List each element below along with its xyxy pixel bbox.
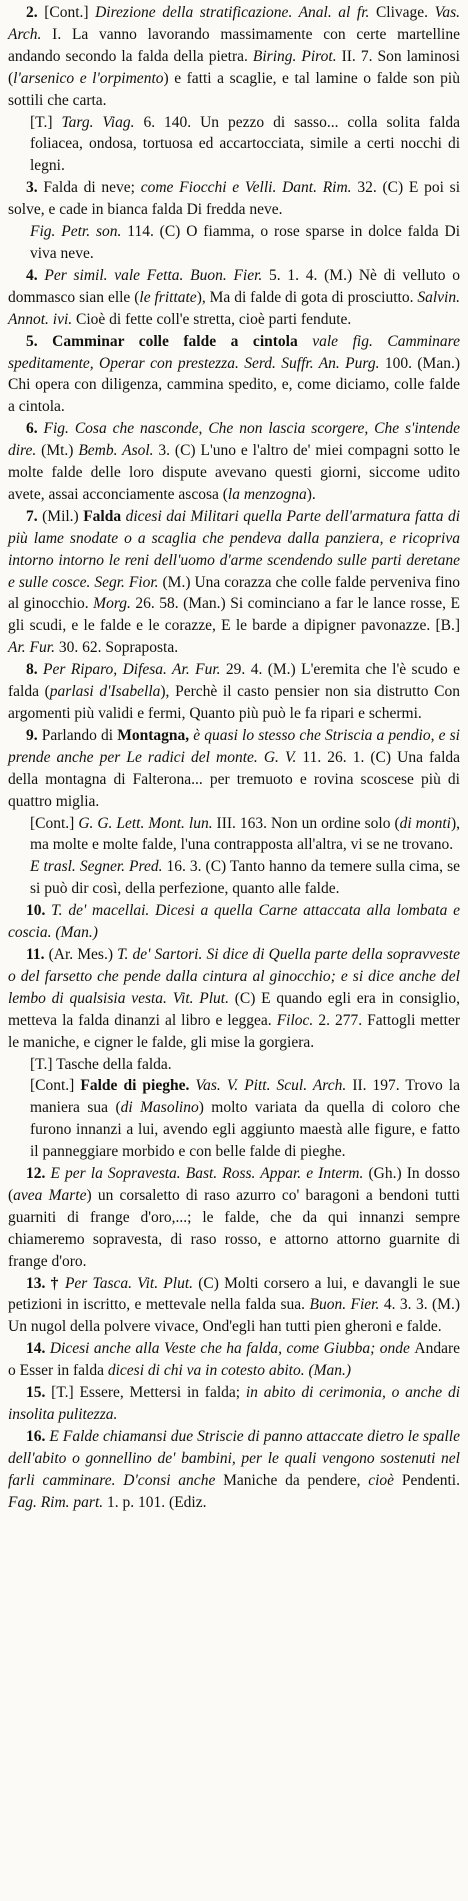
text-run: 29. 4. (M.) L'eremita che l'è scudo e falda ( xyxy=(8,661,460,701)
text-run: (Gh.) In dosso ( xyxy=(8,1165,461,1204)
text-run: come Fiocchi e Velli. Dant. Rim. xyxy=(140,179,358,197)
entry-paragraph xyxy=(8,506,460,659)
text-run: le frittate xyxy=(139,288,197,306)
text-run: Fag. Rim. part. xyxy=(8,1493,108,1511)
text-run: Falde di pieghe. xyxy=(80,1077,196,1095)
text-run: Fig. Petr. son. xyxy=(30,223,128,241)
text-run: Buon. Fier. xyxy=(309,1296,384,1314)
text-run: Fig. Cosa che nasconde, Che non lascia scorgere, Che s'intende dire. xyxy=(8,420,460,460)
entry-paragraph xyxy=(30,1075,460,1163)
text-run: ) un corsaletto di raso azurro co' baragoni a bendoni tutti guarniti di frange d'oro,...; le falde, che da qui innanzi sempre chiameremo sopravesta, di raso rosso, e attorno attorno guarnite di frange d'oro. xyxy=(8,1186,460,1270)
entry-paragraph xyxy=(8,900,460,944)
text-run: 10. xyxy=(26,902,52,920)
text-run: II. 197. Trovo la maniera sua ( xyxy=(30,1077,460,1117)
text-run: 114. (C) O fiamma, o rose sparse in dolce falda Di viva neve. xyxy=(30,223,460,262)
entry-paragraph xyxy=(8,944,460,1054)
text-run: cioè xyxy=(368,1471,402,1489)
text-run: Pendenti. xyxy=(401,1471,460,1489)
text-run: Per Tasca. Vit. Plut. xyxy=(64,1274,199,1292)
entry-paragraph xyxy=(8,418,460,506)
text-run: (M.) Una corazza che colle falde perveniva fino al ginocchio. xyxy=(8,573,461,613)
text-run: [T.] Tasche della falda. xyxy=(30,1055,172,1073)
entry-paragraph xyxy=(8,1426,460,1514)
text-run: Morg. xyxy=(93,595,136,613)
text-run: è quasi lo stesso che Striscia a pendio, e si prende anche per Le radici del monte. G. V. xyxy=(8,726,460,766)
text-run: Vas. Arch. xyxy=(8,4,461,43)
text-run: ). xyxy=(306,485,316,503)
text-run: 2. 277. Fattogli metter le maniche, e cigner le falde, gli mise la gorgiera. xyxy=(8,1011,460,1051)
entry-paragraph xyxy=(8,659,460,725)
text-run: E trasl. Segner. Pred. xyxy=(30,858,167,876)
text-run: ), ma molte e molte falde, l'una contrapposta all'altra, vi se ne trovano. xyxy=(30,814,460,854)
text-run: G. G. Lett. Mont. lun. xyxy=(78,814,217,832)
text-run: Filoc. xyxy=(276,1011,319,1029)
entry-paragraph xyxy=(8,331,460,419)
text-run: 100. (Man.) Chi opera con diligenza, cammina spedito, e, come diciamo, colle falde a cintola. xyxy=(8,354,460,416)
entry-paragraph xyxy=(8,725,460,813)
entry-paragraph xyxy=(8,1338,460,1382)
text-run: II. 7. Son laminosi ( xyxy=(8,47,460,87)
entry-paragraph xyxy=(30,112,460,178)
text-run: [T.] xyxy=(30,113,62,131)
text-run: Montagna, xyxy=(117,726,194,744)
text-run: Targ. Viag. xyxy=(61,113,144,131)
text-run: 26. 58. (Man.) Si cominciano a far le lance rosse, E gli scudi, e le falde e le corazze, E le barde a dipigner pavonazze. [B.] xyxy=(8,595,460,635)
text-run: [T.] Essere, Mettersi in falda; xyxy=(51,1384,246,1402)
text-run: 16. xyxy=(26,1427,50,1445)
text-run: ), Ma di falde di gota di prosciutto. xyxy=(196,288,418,306)
text-run: Dicesi anche alla Veste che ha falda, come Giubba; onde xyxy=(49,1340,415,1358)
text-run: T. de' Sartori. Si dice di Quella parte della sopravveste o del farsetto che pende dalla cintura al ginocchio; e si dice anche del lembo di qualsisia vesta. Vit. Plut. xyxy=(8,945,460,1007)
text-run: 30. 62. Sopraposta. xyxy=(58,639,179,657)
text-run: ) e fatti a scaglie, e tal lamine o falde son più sottili che carta. xyxy=(8,69,460,109)
text-run: Maniche da pendere, xyxy=(223,1471,369,1489)
entry-paragraph xyxy=(30,856,460,900)
text-run: 3. xyxy=(26,179,44,197)
text-run: la menzogna xyxy=(227,485,307,503)
text-run: Ar. Fur. xyxy=(8,639,59,657)
text-run: 15. xyxy=(26,1384,52,1402)
text-run: 7. xyxy=(26,507,43,525)
text-run: Falda xyxy=(83,507,126,525)
entry-paragraph xyxy=(8,1382,460,1426)
text-run: I. La vanno lavorando massimamente con certe martelline andando secondo la falda della pietra. xyxy=(8,25,460,65)
text-run: Falda di neve; xyxy=(43,179,141,197)
text-run: [Cont.] xyxy=(30,1077,81,1095)
text-run: Direzione della stratificazione. Anal. al fr. xyxy=(95,4,376,21)
text-run: E per la Sopravesta. Bast. Ross. Appar. e Interm. xyxy=(50,1165,369,1183)
entry-paragraph xyxy=(8,2,460,112)
text-run: parlasi d'Isabella xyxy=(49,683,161,701)
entry-paragraph xyxy=(8,1273,460,1339)
entry-paragraph xyxy=(30,1054,460,1076)
text-run: 1. p. 101. (Ediz. xyxy=(107,1493,207,1511)
text-run: E Falde chiamansi due Striscie di panno attaccate dietro le spalle dell'abito o gonnellino de' bambini, per le quali vengono sostenuti nel farli camminare. D'consi anche xyxy=(8,1427,460,1489)
text-run: Per simil. vale Fetta. Buon. Fier. xyxy=(44,266,270,284)
text-run: Biring. Pirot. xyxy=(252,47,342,65)
text-run: 3. (C) L'uno e l'altro de' miei compagni sotto le molte falde delle loro dispute avevano questi giorni, siccome udito avete, assai acconciamente ascosa ( xyxy=(8,442,460,503)
text-run: 6. 140. Un pezzo di sasso... colla solita falda foliacea, ondosa, tortuosa ed accartocciata, simile a certi nocchi di legni. xyxy=(30,113,461,175)
text-run: [Cont.] xyxy=(30,814,79,832)
text-run: 9. xyxy=(26,726,42,744)
text-run: 4. 3. 3. (M.) Un nugol della polvere vivace, Ond'egli han tutti pien gheroni e falde. xyxy=(8,1296,461,1336)
entry-paragraph xyxy=(30,813,460,857)
text-run: Andare o Esser in falda xyxy=(8,1340,461,1380)
text-run: 4. xyxy=(26,266,45,284)
text-run: 16. 3. (C) Tanto hanno da temere sulla cima, se si può dir così, della perfezione, quanto alle falde. xyxy=(30,858,460,898)
text-run: (C) E quando egli era in consiglio, metteva la falda dinanzi al libro e leggea. xyxy=(8,989,460,1029)
entry-paragraph xyxy=(8,1163,460,1273)
text-run: [Cont.] xyxy=(44,4,96,21)
text-run: Salvin. Annot. ivi. xyxy=(8,288,460,328)
text-run: III. 163. Non un ordine solo ( xyxy=(216,814,400,832)
text-run: Cioè di fette coll'e stretta, cioè parti fendute. xyxy=(76,310,352,328)
text-run: 8. xyxy=(26,661,44,679)
text-run: 6. xyxy=(26,420,44,438)
text-run: (C) Molti corsero a lui, e davangli le sue petizioni in iscritto, e mettevale nella falda sua. xyxy=(8,1274,461,1314)
text-run: di monti xyxy=(399,814,451,832)
text-run: l'arsenico e l'orpimento xyxy=(13,69,164,87)
entry-paragraph xyxy=(30,221,460,265)
text-run: 5. Camminar colle falde a cintola xyxy=(26,332,313,350)
text-run: in abito di cerimonia, o anche di insolita pulitezza. xyxy=(8,1384,461,1423)
text-run: 11. 26. 1. (C) Una falda della montagna di Falterona... per tremuoto e rovina scoscese più di quattro miglia. xyxy=(8,748,460,810)
entry-paragraph xyxy=(8,265,460,331)
text-run: Vas. V. Pitt. Scul. Arch. xyxy=(195,1077,353,1095)
text-run: dicesi di chi va in cotesto abito. (Man.) xyxy=(107,1362,352,1380)
text-run: (Ar. Mes.) xyxy=(48,945,118,963)
text-run: T. de' macellai. Dicesi a quella Carne attaccata alla lombata e coscia. (Man.) xyxy=(8,902,460,942)
text-run: 12. xyxy=(26,1165,51,1183)
text-run: Bemb. Asol. xyxy=(78,442,159,460)
text-run: (Mt.) xyxy=(41,442,79,460)
text-run: 32. (C) E poi si solve, e cade in bianca falda Di fredda neve. xyxy=(8,179,460,219)
text-run: 11. xyxy=(26,945,49,963)
entry-paragraph xyxy=(8,177,460,221)
text-run: avea Marte xyxy=(13,1186,87,1204)
text-run: 13. † xyxy=(26,1274,65,1292)
text-run: ), Perchè il casto pensier non sia distrutto Con argomenti più validi e fermi, Quanto più può le fa ripari e schermi. xyxy=(8,683,461,722)
text-run: dicesi dai Militari quella Parte dell'armatura fatta di più lame snodate o a scaglia che pendeva dalla panziera, e ricopriva intorno intorno le reni dell'uomo d'arme scendendo sulle parti deretane e sulle cosce. Segr. Fior. xyxy=(8,507,461,591)
text-run: Clivage. xyxy=(375,4,435,21)
text-run: 2. xyxy=(26,4,45,21)
text-run: Per Riparo, Difesa. Ar. Fur. xyxy=(43,661,226,679)
text-run: 5. 1. 4. (M.) Nè di velluto o dommasco sian elle ( xyxy=(8,266,460,306)
text-run: 14. xyxy=(26,1340,50,1358)
text-run: ) molto variata da quella di coloro che furono innanzi a lui, avendo egli aggiunto maestà alle figure, e fatto il panneggiare morbido e con belle falde di pieghe. xyxy=(30,1099,460,1161)
text-run: vale fig. Camminare speditamente, Operar con prestezza. Serd. Suffr. An. Purg. xyxy=(8,332,460,372)
text-run: (Mil.) xyxy=(42,507,84,525)
text-run: di Masolino xyxy=(120,1099,199,1117)
text-run: Parlando di xyxy=(41,726,118,744)
